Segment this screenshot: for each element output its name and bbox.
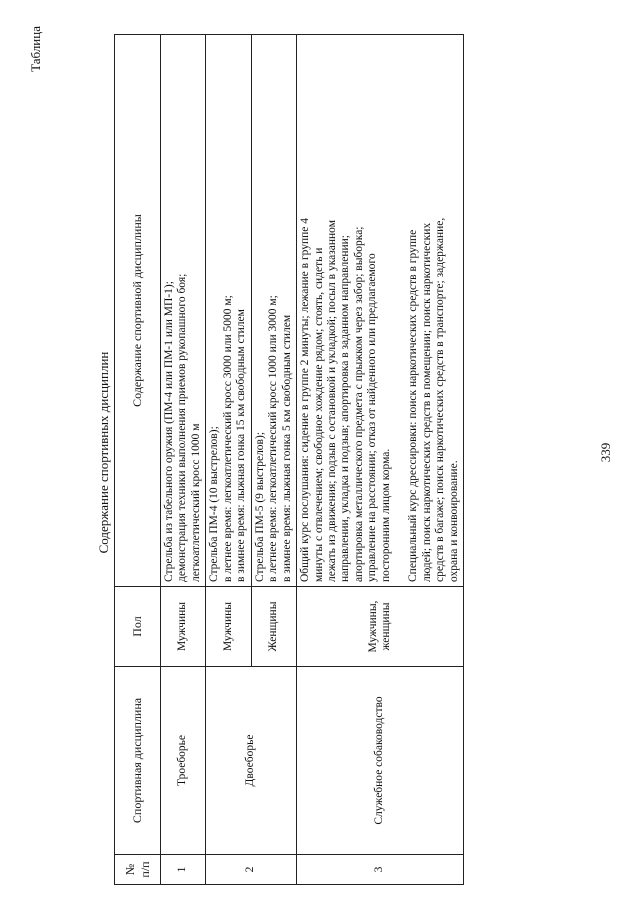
table-row — [206, 35, 251, 885]
content-line: демонстрация техники выполнения приемов рукопашного боя; — [176, 273, 189, 582]
row-content — [206, 35, 251, 587]
content-line: Стрельба ПМ-5 (9 выстрелов); — [253, 431, 266, 582]
row-sex: Мужчины — [206, 587, 251, 667]
table-header-row — [115, 35, 161, 885]
row-content — [161, 35, 206, 587]
row-discipline: Двоеборье — [206, 667, 297, 855]
table-caption: Содержание спортивных дисциплин — [96, 351, 111, 554]
row-discipline: Троеборье — [161, 667, 206, 855]
row-discipline: Служебное собаководство — [297, 667, 464, 855]
table-label: Таблица — [28, 26, 43, 72]
content-line: в летнее время: легкоатлетический кросс 3000 или 5000 м; — [221, 295, 234, 582]
disciplines-table — [114, 34, 464, 885]
table-row — [297, 35, 464, 885]
row-content — [251, 35, 296, 587]
content-line: Стрельба ПМ-4 (10 выстрелов); — [208, 426, 221, 582]
content-line: посторонним лицом корма. — [379, 448, 392, 582]
row-content — [297, 35, 464, 587]
page-number: 339 — [598, 442, 613, 463]
header-content: Содержание спортивной дисциплины — [115, 35, 161, 587]
content-line: средств в багаже; поиск наркотических средств в транспорте; задержание, — [434, 217, 447, 582]
row-number: 1 — [161, 855, 206, 885]
content-line: охрана и конвоирование. — [447, 460, 460, 582]
content-line: Стрельба из табельного оружия (ПМ-4 или ПМ-1 или МП-1); — [163, 281, 175, 582]
content-line: апортировка металлического предмета с прыжком через забор; выборка; — [352, 226, 365, 582]
content-line: людей; поиск наркотических средств в помещении; поиск наркотических — [420, 222, 433, 582]
row-number: 2 — [206, 855, 297, 885]
row-sex: Женщины — [251, 587, 296, 667]
content-line: в летнее время: легкоатлетический кросс 1000 или 3000 м; — [267, 295, 280, 582]
sex-line: Мужчины, — [366, 600, 379, 653]
paragraph-gap — [393, 39, 407, 582]
content-line: управление на расстоянии; отказ от найденного или предлагаемого — [366, 253, 379, 582]
header-sex: Пол — [115, 587, 161, 667]
header-number: № п/п — [115, 855, 161, 885]
row-number: 3 — [297, 855, 464, 885]
sex-line: женщины — [380, 602, 393, 651]
content-line: в зимнее время: лыжная гонка 5 км свободным стилем — [280, 314, 293, 582]
content-line: легкоатлетический кросс 1000 м — [189, 423, 202, 582]
content-line: в зимнее время: лыжная гонка 15 км свободным стилем — [235, 309, 248, 582]
content-line: Общий курс послушания: сидение в группе 2 минуты; лежание в группе 4 — [299, 217, 312, 582]
content-line: направлении, укладка и подзыв; апортировка в заданном направлении; — [339, 235, 352, 582]
table-row — [161, 35, 206, 885]
row-sex: Мужчины — [161, 587, 206, 667]
content-line: лежать из движения; подзыв с остановкой и укладкой; посыл в указанном — [325, 220, 338, 582]
content-line: Специальный курс дрессировки: поиск наркотических средств в группе — [407, 229, 420, 582]
row-sex — [297, 587, 464, 667]
header-discipline: Спортивная дисциплина — [115, 667, 161, 855]
content-line: минуты с отвлечением; свободное хождение рядом; стоять, сидеть и — [312, 247, 325, 582]
